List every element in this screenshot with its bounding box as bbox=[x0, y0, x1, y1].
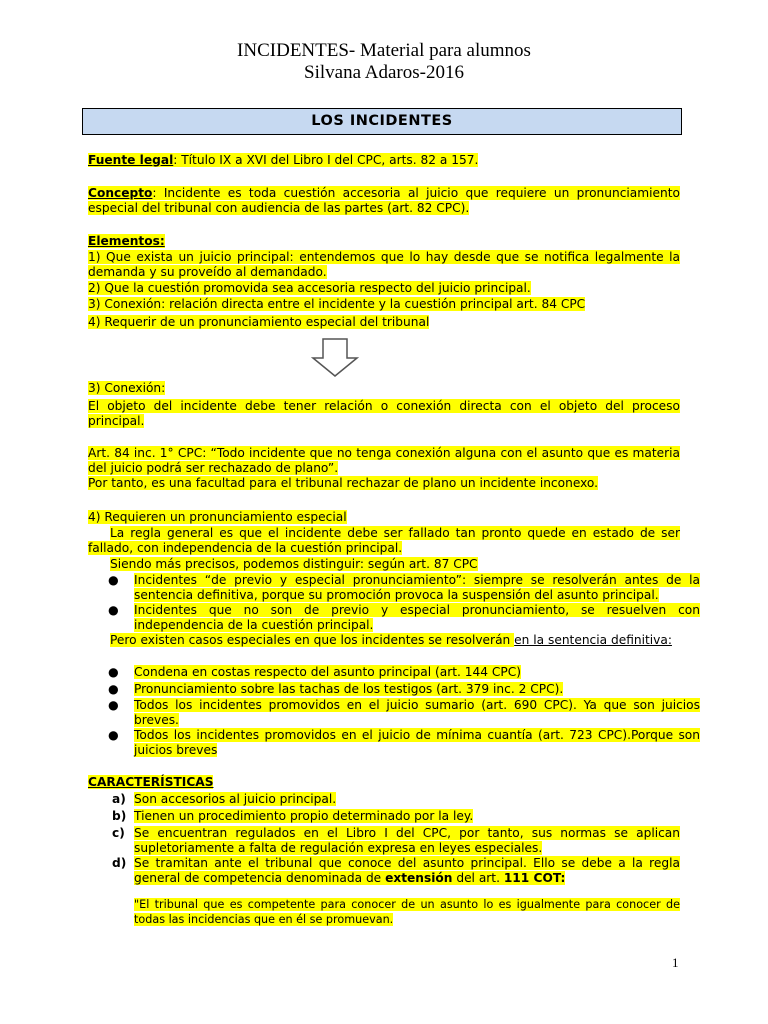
section-title: LOS INCIDENTES bbox=[82, 108, 682, 135]
bullet-text: Incidentes “de previo y especial pronunciamiento”: siempre se resolverán antes de la sentencia definitiva, porque su promoción provoca la suspensión del asunto principal. bbox=[134, 573, 700, 603]
caracteristicas-heading: CARACTERÍSTICAS bbox=[88, 775, 214, 789]
elemento-item-3: 3) Conexión: relación directa entre el incidente y la cuestión principal art. 84 CPC bbox=[88, 297, 586, 311]
bullet-text: Todos los incidentes promovidos en el juicio sumario (art. 690 CPC). Ya que son juicios breves. bbox=[134, 698, 700, 728]
page-number: 1 bbox=[672, 955, 679, 970]
bullet-text: Incidentes que no son de previo y especial pronunciamiento, se resuelven con independencia de la cuestión principal. bbox=[134, 603, 700, 633]
concepto-text: : Incidente es toda cuestión accesoria al juicio que requiere un pronunciamiento especial del tribunal con audiencia de las partes (art. 82 CPC). bbox=[88, 186, 680, 216]
conexion-text: El objeto del incidente debe tener relación o conexión directa con el objeto del proceso principal. bbox=[88, 399, 680, 429]
fuente-legal-paragraph bbox=[88, 153, 680, 168]
elementos-heading: Elementos: bbox=[88, 234, 165, 248]
item-letter: d) bbox=[112, 856, 127, 870]
item-text: Se tramitan ante el tribunal que conoce del asunto principal. Ello se debe a la regla general de competencia denominada de extensión del art. 111 COT: bbox=[134, 856, 680, 886]
item-letter: b) bbox=[112, 809, 127, 823]
bullet-dot-icon: ● bbox=[108, 682, 119, 696]
bullet-text: Condena en costas respecto del asunto principal (art. 144 CPC) bbox=[134, 665, 522, 679]
bullet-dot-icon: ● bbox=[108, 603, 119, 617]
bullet-dot-icon: ● bbox=[108, 665, 119, 679]
elemento-item-2: 2) Que la cuestión promovida sea accesoria respecto del juicio principal. bbox=[88, 281, 531, 295]
item-text: Son accesorios al juicio principal. bbox=[134, 792, 337, 806]
conexion-conclusion: Por tanto, es una facultad para el tribunal rechazar de plano un incidente inconexo. bbox=[88, 476, 599, 490]
item-letter: c) bbox=[112, 826, 125, 840]
item-letter: a) bbox=[112, 792, 126, 806]
conexion-heading: 3) Conexión: bbox=[88, 381, 166, 395]
concepto-label: Concepto bbox=[88, 186, 153, 200]
header-line-1: INCIDENTES- Material para alumnos bbox=[237, 40, 531, 61]
casos-especiales-paragraph: Pero existen casos especiales en que los incidentes se resolverán en la sentencia definitiva: bbox=[110, 633, 672, 647]
bullet-dot-icon: ● bbox=[108, 728, 119, 742]
bullet-dot-icon: ● bbox=[108, 698, 119, 712]
fuente-legal-label: Fuente legal bbox=[88, 153, 174, 167]
bullet-text: Todos los incidentes promovidos en el juicio de mínima cuantía (art. 723 CPC).Porque son juicios breves bbox=[134, 728, 700, 758]
regla-general-paragraph: La regla general es que el incidente debe ser fallado tan pronto quede en estado de ser fallado, con independencia de la cuestión principal. bbox=[88, 526, 680, 556]
item-text: Se encuentran regulados en el Libro I del CPC, por tanto, sus normas se aplican supletoriamente a falta de regulación expresa en leyes especiales. bbox=[134, 826, 680, 856]
article-quote: "El tribunal que es competente para conocer de un asunto lo es igualmente para conocer de todas las incidencias que en él se promuevan. bbox=[134, 898, 680, 927]
conexion-article: Art. 84 inc. 1° CPC: “Todo incidente que no tenga conexión alguna con el asunto que es materia del juicio podrá ser rechazado de plano”. bbox=[88, 446, 680, 476]
item-text: Tienen un procedimiento propio determinado por la ley. bbox=[134, 809, 474, 823]
concepto-paragraph bbox=[88, 186, 680, 216]
header-line-2: Silvana Adaros-2016 bbox=[304, 62, 464, 83]
distinguir-paragraph: Siendo más precisos, podemos distinguir: según art. 87 CPC bbox=[110, 557, 478, 571]
pronunciamiento-heading: 4) Requieren un pronunciamiento especial bbox=[88, 510, 347, 524]
fuente-legal-text: : Título IX a XVI del Libro I del CPC, arts. 82 a 157. bbox=[173, 153, 479, 167]
elemento-item-1: 1) Que exista un juicio principal: entendemos que lo hay desde que se notifica legalmente la demanda y su proveído al demandado. bbox=[88, 250, 680, 280]
down-arrow-icon bbox=[311, 338, 359, 378]
bullet-dot-icon: ● bbox=[108, 573, 119, 587]
elemento-item-4: 4) Requerir de un pronunciamiento especial del tribunal bbox=[88, 315, 430, 329]
bullet-text: Pronunciamiento sobre las tachas de los testigos (art. 379 inc. 2 CPC). bbox=[134, 682, 564, 696]
